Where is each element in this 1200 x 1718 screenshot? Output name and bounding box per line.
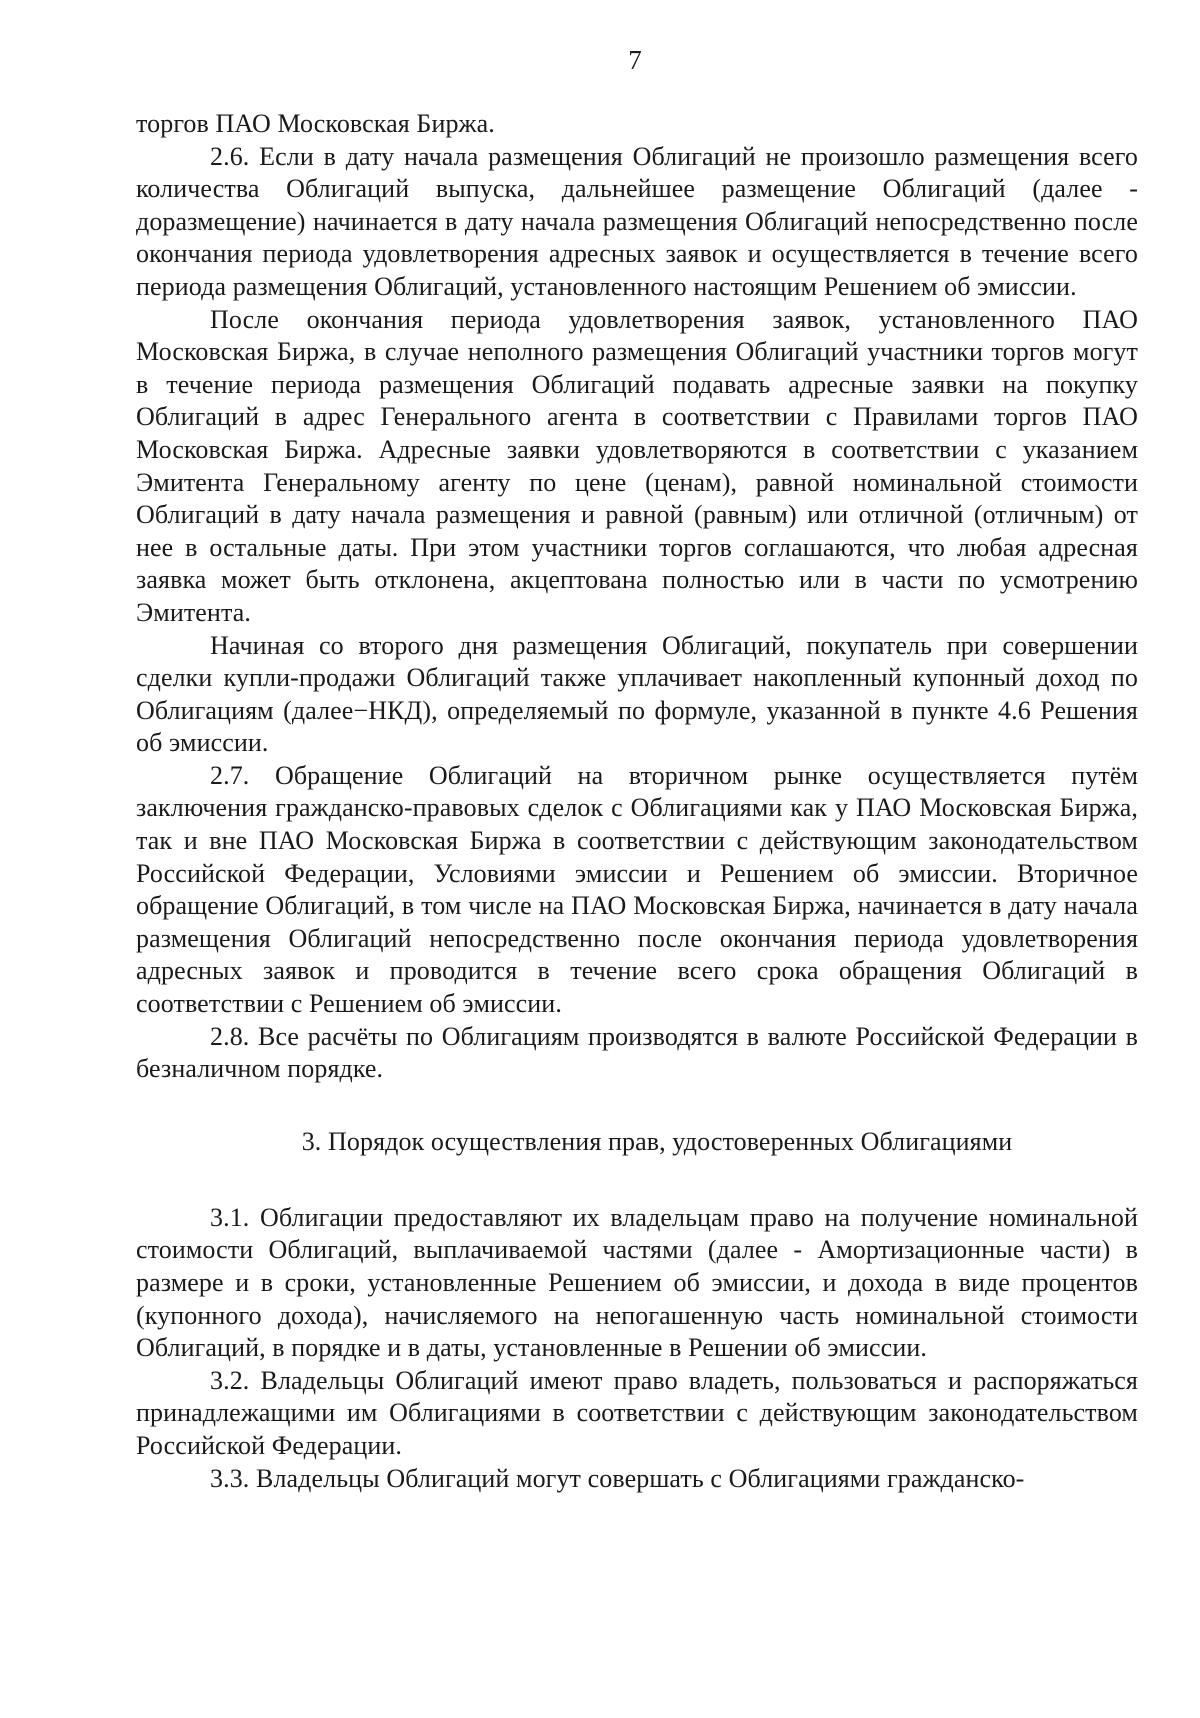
paragraph-accrued-coupon: Начиная со второго дня размещения Облигаций, покупатель при совершении сделки купли-продажи Облигаций также уплачивает накопленный купонный доход по Облигациям (далее−НКД), определяемый по формуле, указанной в пункте 4.6 Решения об эмиссии.: [136, 630, 1138, 758]
paragraph-continuation: торгов ПАО Московская Биржа.: [136, 109, 495, 138]
paragraph-3-3: 3.3. Владельцы Облигаций могут совершать с Облигациями гражданско-: [210, 1463, 1025, 1493]
document-body: [136, 108, 1138, 1495]
page-number: 7: [628, 45, 642, 75]
paragraph-2-7: 2.7. Обращение Облигаций на вторичном рынке осуществляется путём заключения гражданско-правовых сделок с Облигациями как у ПАО Московская Биржа, так и вне ПАО Московская Биржа в соответствии с действующим законодательством Российской Федерации, Условиями эмиссии и Решением об эмиссии. Вторичное обращение Облигаций, в том числе на ПАО Московская Биржа, начинается в дату начала размещения Облигаций непосредственно после окончания периода удовлетворения адресных заявок и проводится в течение всего срока обращения Облигаций в соответствии с Решением об эмиссии.: [136, 760, 1138, 1019]
paragraph-3-2: 3.2. Владельцы Облигаций имеют право владеть, пользоваться и распоряжаться принадлежащими им Облигациями в соответствии с действующим законодательством Российской Федерации.: [136, 1365, 1138, 1460]
paragraph-unplaced-bonds: После окончания периода удовлетворения заявок, установленного ПАО Московская Биржа, в случае неполного размещения Облигаций участники торгов могут в течение периода размещения Облигаций подавать адресные заявки на покупку Облигаций в адрес Генерального агента в соответствии с Правилами торгов ПАО Московская Биржа. Адресные заявки удовлетворяются в соответствии с указанием Эмитента Генеральному агенту по цене (ценам), равной номинальной стоимости Облигаций в дату начала размещения и равной (равным) или отличной (отличным) от нее в остальные даты. При этом участники торгов соглашаются, что любая адресная заявка может быть отклонена, акцептована полностью или в части по усмотрению Эмитента.: [136, 304, 1138, 627]
paragraph-3-1: 3.1. Облигации предоставляют их владельцам право на получение номинальной стоимости Облигаций, выплачиваемой частями (далее - Амортизационные части) в размере и в сроки, установленные Решением об эмиссии, и дохода в виде процентов (купонного дохода), начисляемого на непогашенную часть номинальной стоимости Облигаций, в порядке и в даты, установленные в Решении об эмиссии.: [136, 1202, 1138, 1363]
paragraph-2-6: 2.6. Если в дату начала размещения Облигаций не произошло размещения всего количества Облигаций выпуска, дальнейшее размещение Облигаций (далее - доразмещение) начинается в дату начала размещения Облигаций непосредственно после окончания периода удовлетворения адресных заявок и осуществляется в течение всего периода размещения Облигаций, установленного настоящим Решением об эмиссии.: [136, 141, 1138, 301]
section-heading-3: 3. Порядок осуществления прав, удостоверенных Облигациями: [301, 1126, 1013, 1156]
paragraph-2-8: 2.8. Все расчёты по Облигациям производятся в валюте Российской Федерации в безналичном порядке.: [136, 1021, 1138, 1084]
